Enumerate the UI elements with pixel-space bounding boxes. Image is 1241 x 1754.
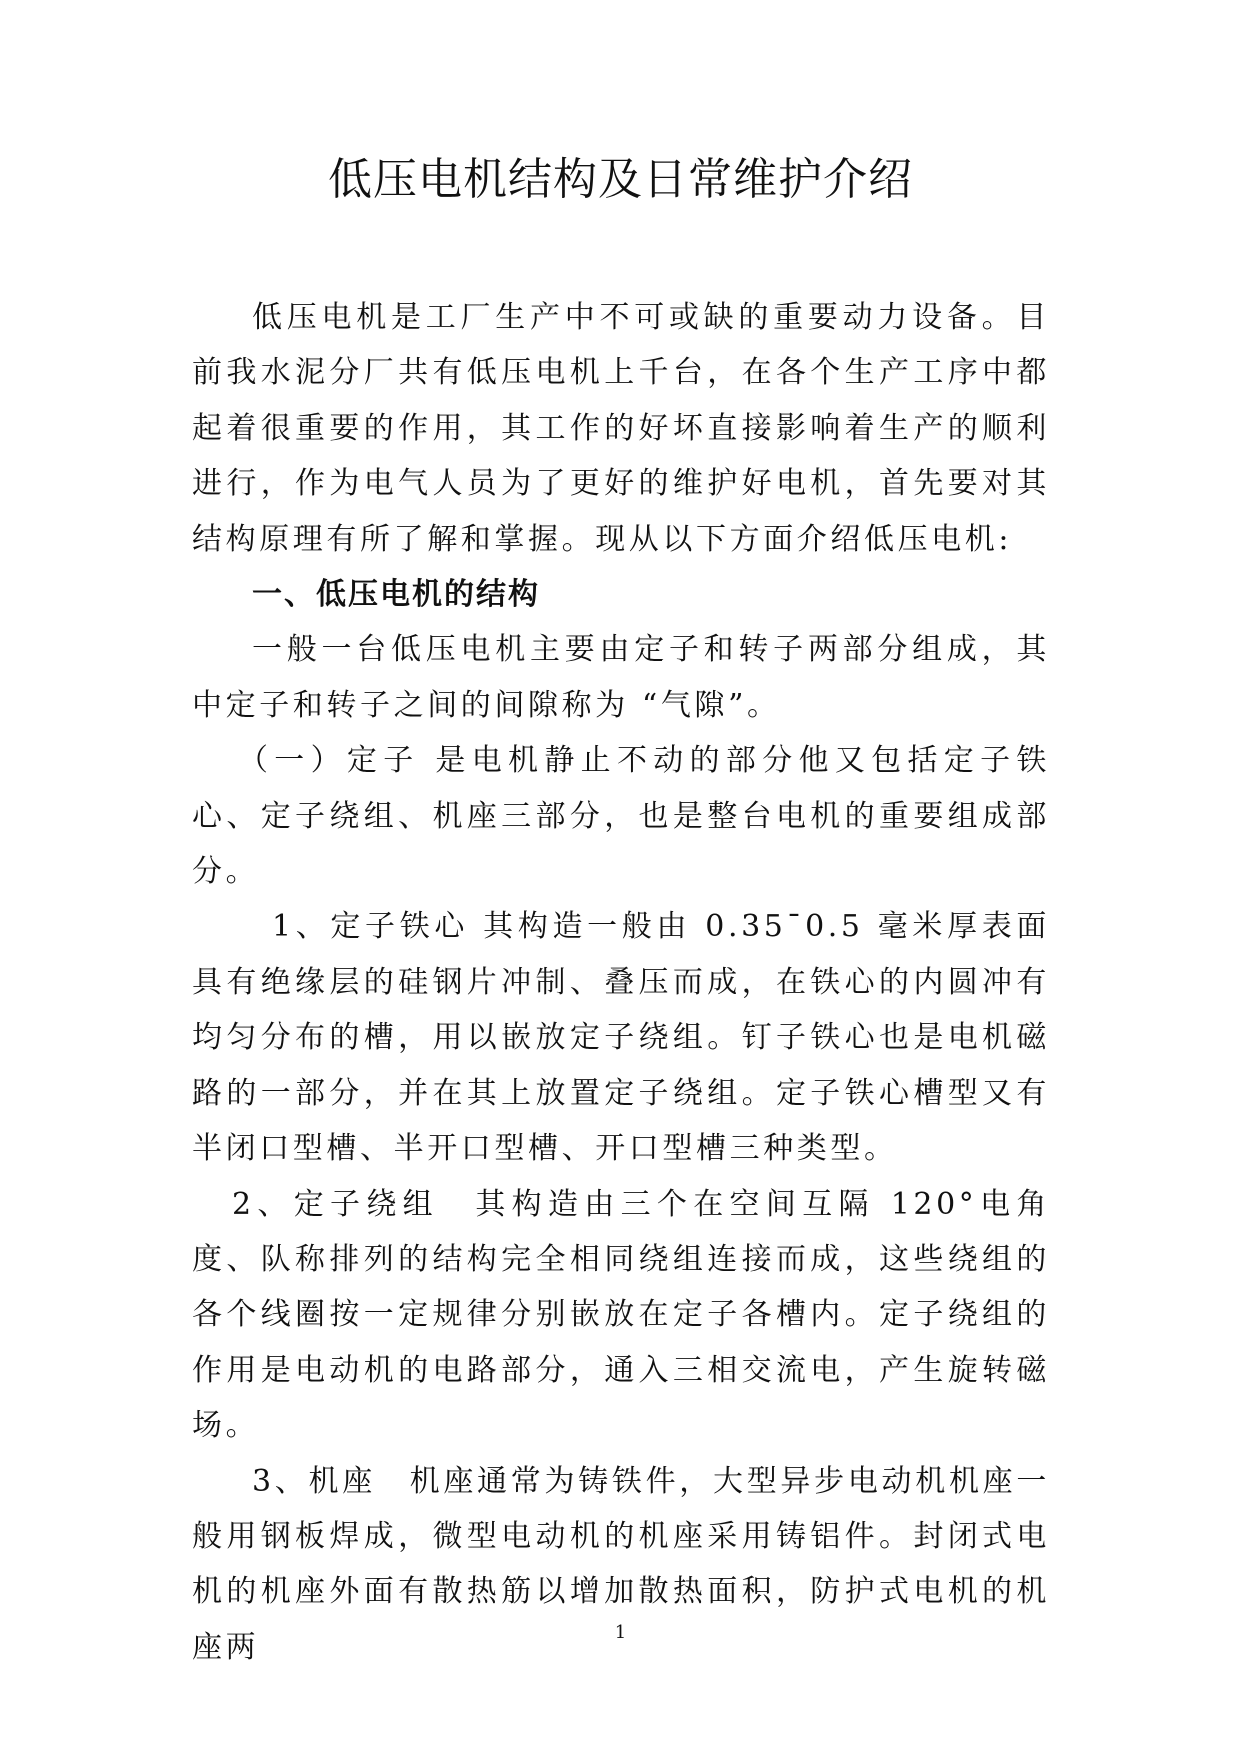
document-title: 低压电机结构及日常维护介绍 (328, 154, 913, 205)
paragraph-stator: （一）定子 是电机静止不动的部分他又包括定子铁心、定子绕组、机座三部分，也是整台电机的重要组成部分。 (192, 743, 1050, 890)
page-number: 1 (614, 1622, 627, 1643)
paragraph-composition: 一般一台低压电机主要由定子和转子两部分组成，其中定子和转子之间的间隙称为 “气隙”。 (192, 632, 1050, 723)
intro-paragraph: 低压电机是工厂生产中不可或缺的重要动力设备。目前我水泥分厂共有低压电机上千台，在各个生产工序中都起着很重要的作用，其工作的好坏直接影响着生产的顺利进行，作为电气人员为了更好的维护好电机，首先要对其结构原理有所了解和掌握。现从以下方面介绍低压电机: (192, 300, 1050, 557)
section-heading: 一、低压电机的结构 (252, 577, 540, 613)
paragraph-frame: 3、机座 机座通常为铸铁件，大型异步电动机机座一般用钢板焊成，微型电动机的机座采用铸铝件。封闭式电机的机座外面有散热筋以增加散热面积，防护式电机的机座两 (192, 1463, 1050, 1665)
paragraph-stator-core: 1、定子铁心 其构造一般由 0.35¯0.5 毫米厚表面具有绝缘层的硅钢片冲制、叠压而成，在铁心的内圆冲有均匀分布的槽，用以嵌放定子绕组。钉子铁心也是电机磁路的一部分，并在其上放置定子绕组。定子铁心槽型又有半闭口型槽、半开口型槽、开口型槽三种类型。 (192, 909, 1050, 1167)
paragraph-stator-winding: 2、定子绕组 其构造由三个在空间互隔 120°电角度、队称排列的结构完全相同绕组连接而成，这些绕组的各个线圈按一定规律分别嵌放在定子各槽内。定子绕组的作用是电动机的电路部分，通入三相交流电，产生旋转磁场。 (192, 1186, 1050, 1444)
document-body (192, 290, 1050, 1675)
